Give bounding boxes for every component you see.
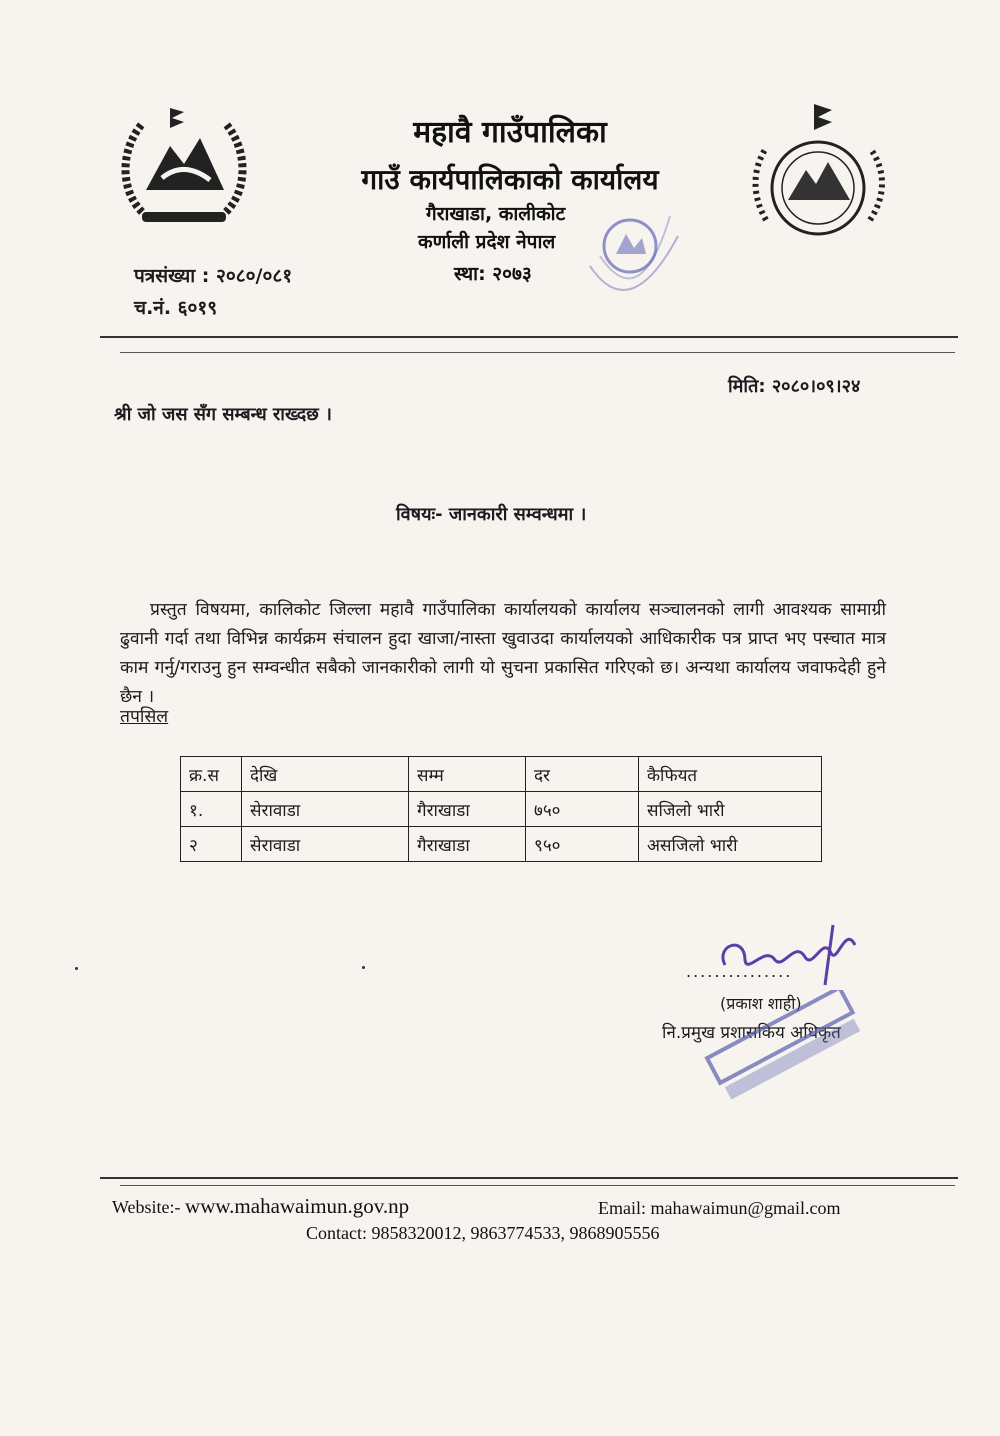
website-link[interactable]: www.mahawaimun.gov.np (185, 1194, 410, 1218)
table-header-cell: दर (526, 757, 639, 792)
signatory-name: (प्रकाश शाही) (720, 994, 802, 1013)
footer-contact: Contact: 9858320012, 9863774533, 9868905556 (306, 1223, 660, 1243)
signature-line: ............... (686, 962, 793, 981)
table-cell: ९५० (526, 827, 639, 862)
header-divider-thin (120, 352, 955, 353)
municipality-name: महावै गाउँपालिका (413, 115, 607, 150)
table-cell: गैराखाडा (409, 827, 526, 862)
table-cell: १. (181, 792, 242, 827)
signature-icon (705, 915, 865, 995)
letter-date: मिति: २०८०।०९।२४ (728, 376, 861, 397)
footer-divider (100, 1177, 958, 1179)
table-cell: सेरावाडा (242, 827, 409, 862)
table-header-cell: कैफियत (639, 757, 822, 792)
appendix-label: तपसिल (120, 707, 169, 727)
municipality-logo-icon (752, 100, 886, 260)
table-cell: असजिलो भारी (639, 827, 822, 862)
table-row (181, 792, 822, 827)
office-stamp-icon (560, 196, 700, 336)
table-cell: सजिलो भारी (639, 792, 822, 827)
table-cell: ७५० (526, 792, 639, 827)
table-cell: सेरावाडा (242, 792, 409, 827)
table-header-cell: देखि (242, 757, 409, 792)
scan-speck (362, 966, 365, 969)
scan-speck (75, 967, 78, 970)
header-divider (100, 336, 958, 338)
footer-email[interactable]: Email: mahawaimun@gmail.com (598, 1198, 841, 1218)
dispatch-number: च.नं. ६०१९ (134, 297, 218, 319)
nepal-government-emblem-icon (112, 100, 256, 230)
signatory-stamp-icon (690, 990, 880, 1100)
address-line-1: गैराखाडा, कालीकोट (426, 203, 566, 225)
table-row (181, 827, 822, 862)
table-cell: गैराखाडा (409, 792, 526, 827)
rate-table (180, 756, 822, 862)
table-header-cell: सम्म (409, 757, 526, 792)
established-year: स्था: २०७३ (454, 263, 532, 285)
body-paragraph: प्रस्तुत विषयमा, कालिकोट जिल्ला महावै गाउँपालिका कार्यालयको कार्यालय सञ्चालनको लागी आवश्यक सामाग्री ढुवानी गर्दा तथा विभिन्न कार्यक्रम संचालन हुदा खाजा/नास्ता खुवाउदा कार्यालयको आधिकारीक पत्र प्राप्त भए पस्चात मात्र काम गर्नु/गराउनु हुन सम्वन्धीत सबैको जानकारीको लागी यो सुचना प्रकासित गरिएको छ। अन्यथा कार्यालय जवाफदेही हुने छैन । (120, 600, 886, 707)
office-name: गाउँ कार्यपालिकाको कार्यालय (361, 163, 659, 196)
subject-line: विषयः- जानकारी सम्वन्धमा । (396, 504, 587, 525)
footer-website (112, 1194, 409, 1219)
signatory-title: नि.प्रमुख प्रशासकिय अधिकृत (662, 1023, 841, 1043)
website-label: Website:- (112, 1197, 181, 1217)
addressee: श्री जो जस सँग सम्बन्ध राख्दछ । (114, 404, 332, 425)
table-cell: २ (181, 827, 242, 862)
table-header-row (181, 757, 822, 792)
table-header-cell: क्र.स (181, 757, 242, 792)
letter-number: पत्रसंख्या : २०८०/०८१ (134, 265, 293, 287)
address-line-2: कर्णाली प्रदेश नेपाल (418, 231, 556, 253)
footer-divider-thin (120, 1185, 955, 1186)
